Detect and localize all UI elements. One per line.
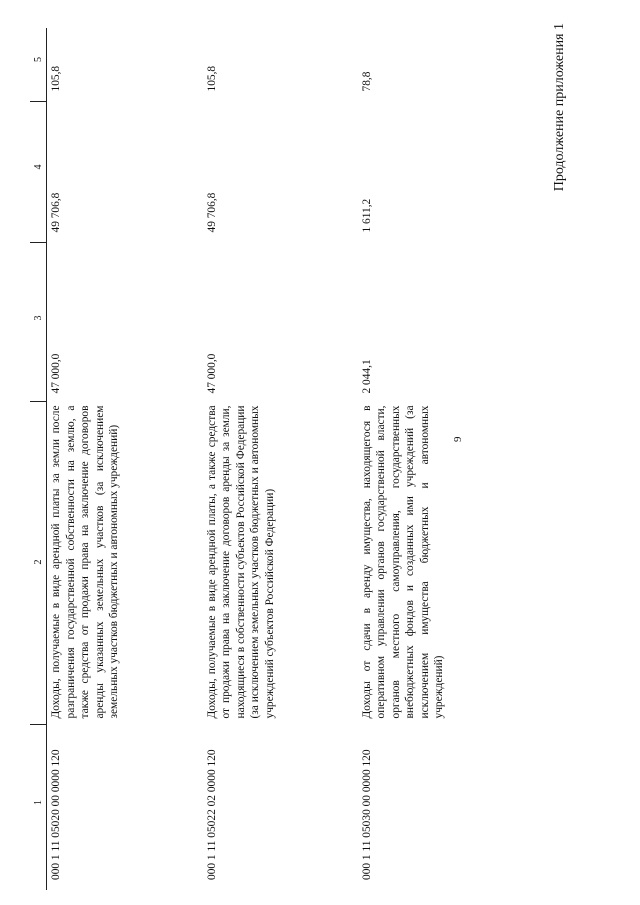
revenue-table xyxy=(30,28,518,890)
revenue-name: Доходы от сдачи в аренду имущества, находящегося в оперативном управлении органов государственной власти, органов местного самоуправления, государственных внебюджетных фондов и созданных ими учреждений (за исключением имущества бюджетных и автономных учреждений) xyxy=(360,405,446,719)
percent-value: 105,8 xyxy=(205,65,218,92)
column-header-4: 4 xyxy=(30,102,47,243)
percent-value: 78,8 xyxy=(360,71,373,92)
table-row xyxy=(47,28,203,890)
table-row xyxy=(203,28,358,890)
page-title: Продолжение приложения 1 xyxy=(552,23,567,192)
plan-value: 47 000,0 xyxy=(205,353,218,394)
budget-code: 000 1 11 05020 00 0000 120 xyxy=(50,749,62,880)
column-header-1: 1 xyxy=(30,725,47,891)
column-header-5: 5 xyxy=(30,28,47,102)
actual-value: 1 611,2 xyxy=(360,198,373,233)
actual-value: 49 706,8 xyxy=(205,192,218,233)
plan-value: 47 000,0 xyxy=(50,353,62,394)
column-header-3: 3 xyxy=(30,243,47,402)
table-row xyxy=(358,28,518,890)
revenue-name: Доходы, получаемые в виде арендной платы, а также средства от продажи права на заключение договоров аренды за земли, находящиеся в собственности субъектов Российской Федерации (за исключением земельных участков бюджетных и автономных учреждений субъектов Российской Федерации) xyxy=(205,405,276,719)
page-number: 9 xyxy=(452,436,464,442)
budget-code: 000 1 11 05030 00 0000 120 xyxy=(360,749,373,880)
plan-value: 2 044,1 xyxy=(360,359,373,394)
column-number-row xyxy=(30,28,47,890)
budget-code: 000 1 11 05022 02 0000 120 xyxy=(205,749,218,880)
revenue-name: Доходы, получаемые в виде арендной платы за земли после разграничения государственной собственности на землю, а также средства от продажи права на заключение договоров аренды указанных земельных участков (за исключением земельных участков бюджетных и автономных учреждений) xyxy=(50,405,121,719)
column-header-2: 2 xyxy=(30,402,47,725)
rotated-page xyxy=(30,15,590,890)
actual-value: 49 706,8 xyxy=(50,192,62,233)
percent-value: 105,8 xyxy=(50,65,62,92)
